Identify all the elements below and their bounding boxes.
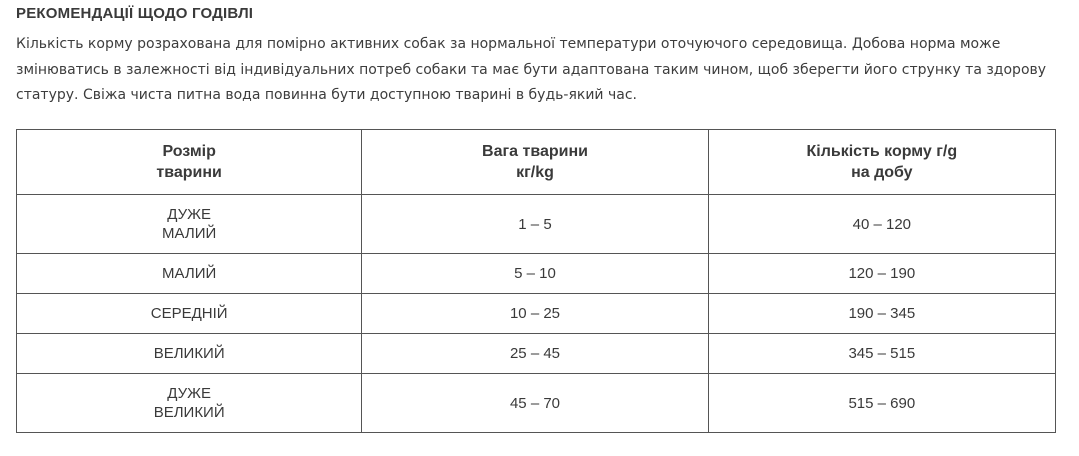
table-row bbox=[17, 195, 1056, 254]
header-amount bbox=[708, 130, 1055, 195]
table-row bbox=[17, 254, 1056, 294]
table-row bbox=[17, 334, 1056, 374]
cell-size-line2: МАЛИЙ bbox=[162, 225, 217, 242]
table-header-row bbox=[17, 130, 1056, 195]
cell-size bbox=[17, 374, 362, 433]
header-weight-line2: кг/kg bbox=[516, 164, 554, 181]
cell-size: ВЕЛИКИЙ bbox=[17, 334, 362, 374]
header-weight bbox=[362, 130, 708, 195]
cell-weight: 45 – 70 bbox=[362, 374, 708, 433]
cell-weight: 25 – 45 bbox=[362, 334, 708, 374]
header-weight-line1: Вага тварини bbox=[482, 143, 588, 160]
cell-size: МАЛИЙ bbox=[17, 254, 362, 294]
table-row bbox=[17, 294, 1056, 334]
cell-amount: 190 – 345 bbox=[708, 294, 1055, 334]
cell-weight: 5 – 10 bbox=[362, 254, 708, 294]
cell-amount: 345 – 515 bbox=[708, 334, 1055, 374]
header-amount-line1: Кількість корму г/g bbox=[806, 143, 958, 160]
cell-size: СЕРЕДНІЙ bbox=[17, 294, 362, 334]
cell-amount: 120 – 190 bbox=[708, 254, 1055, 294]
cell-size-line2: ВЕЛИКИЙ bbox=[153, 404, 225, 421]
feeding-table bbox=[16, 129, 1056, 433]
section-heading: РЕКОМЕНДАЦІЇ ЩОДО ГОДІВЛІ bbox=[16, 5, 254, 22]
cell-amount: 515 – 690 bbox=[708, 374, 1055, 433]
cell-weight: 10 – 25 bbox=[362, 294, 708, 334]
header-amount-line2: на добу bbox=[851, 164, 913, 181]
cell-size-line1: ДУЖЕ bbox=[167, 206, 212, 223]
intro-paragraph: Кількість корму розрахована для помірно активних собак за нормальної температури оточуючого середовища. Добова норма може змінюватись в залежності від індивідуальних потреб собаки та має бути адаптована таким чином, щоб зберегти його струнку та здорову статуру. Свіжа чиста питна вода повинна бути доступною тварині в будь-який час. bbox=[16, 36, 1047, 103]
header-size-line2: тварини bbox=[156, 164, 222, 181]
header-size-line1: Розмір bbox=[162, 143, 216, 160]
cell-size bbox=[17, 195, 362, 254]
header-size bbox=[17, 130, 362, 195]
cell-weight: 1 – 5 bbox=[362, 195, 708, 254]
cell-amount: 40 – 120 bbox=[708, 195, 1055, 254]
table-row bbox=[17, 374, 1056, 433]
cell-size-line1: ДУЖЕ bbox=[167, 385, 212, 402]
